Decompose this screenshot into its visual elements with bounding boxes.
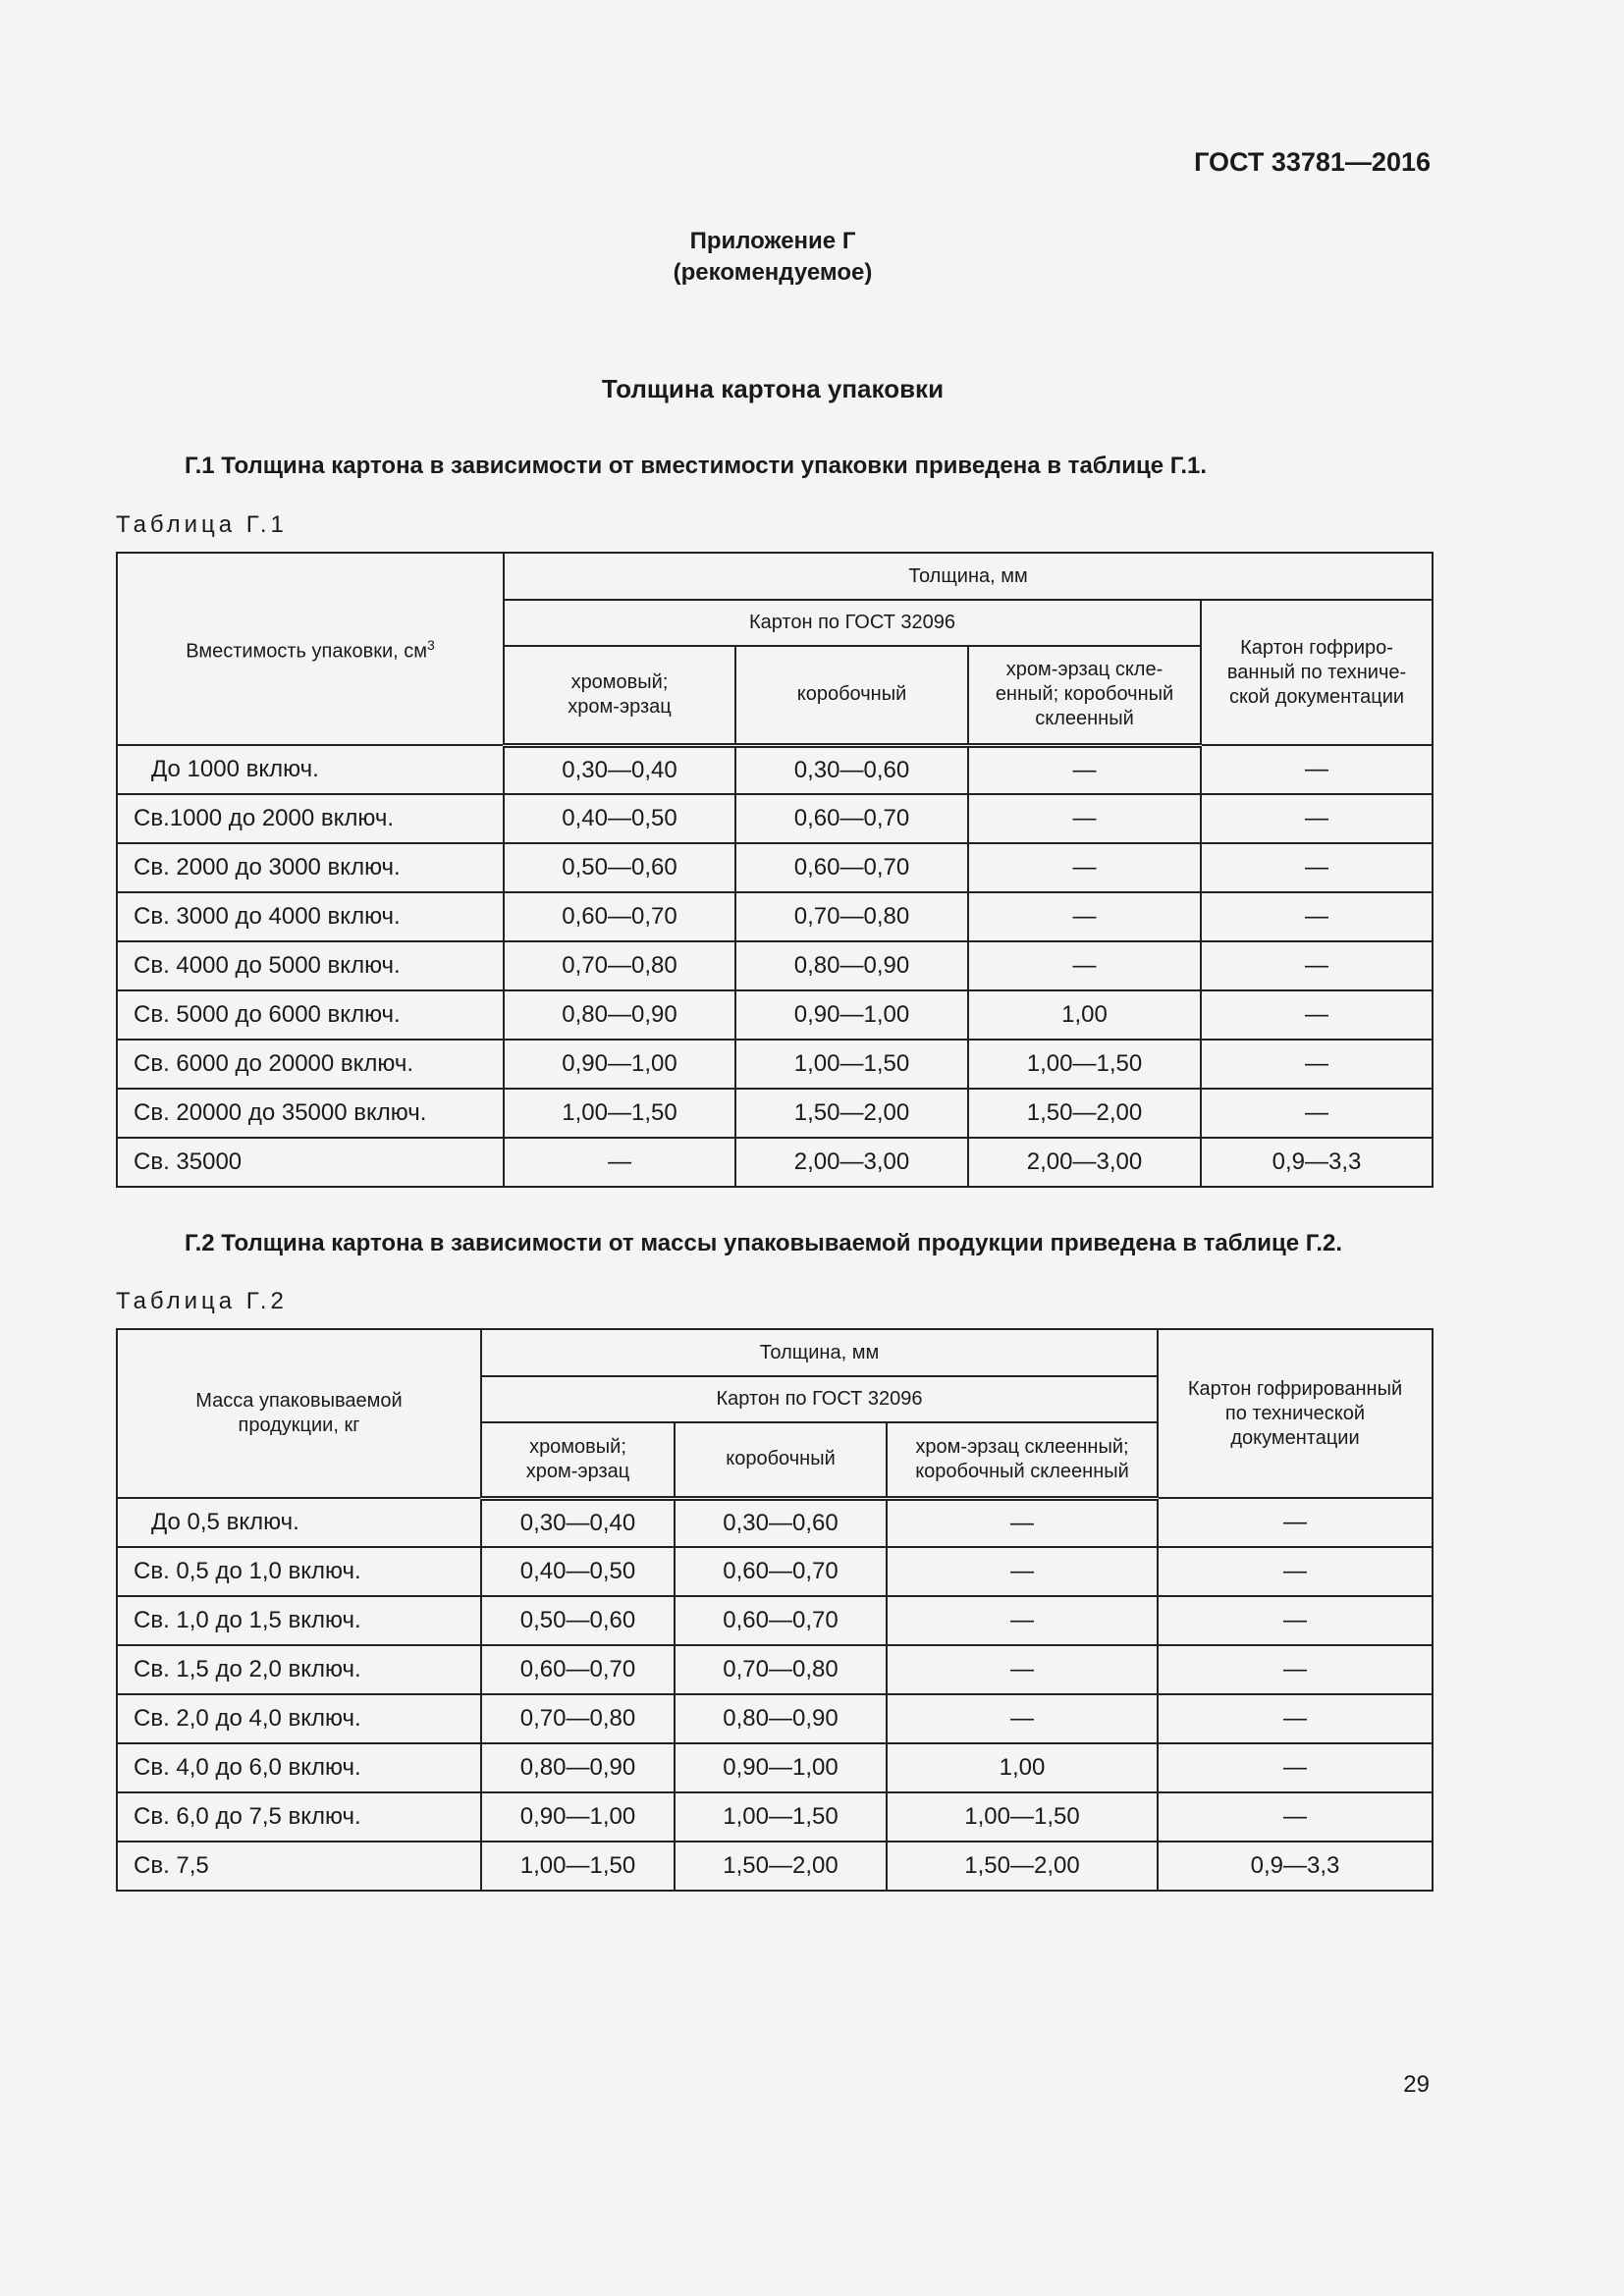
row-label: Св. 35000 xyxy=(117,1138,504,1187)
cell-value: 1,00—1,50 xyxy=(504,1089,735,1138)
cell-value: 0,80—0,90 xyxy=(504,990,735,1040)
table-row xyxy=(117,745,1433,794)
table-row xyxy=(117,1645,1433,1694)
table-row xyxy=(117,1040,1433,1089)
cell-value: 0,70—0,80 xyxy=(735,892,968,941)
cell-value: 0,90—1,00 xyxy=(675,1743,887,1792)
cell-value: 1,00—1,50 xyxy=(887,1792,1158,1842)
cell-value: 0,9—3,3 xyxy=(1158,1842,1433,1891)
table-row xyxy=(117,1596,1433,1645)
cell-value: — xyxy=(1158,1645,1433,1694)
cell-value: — xyxy=(504,1138,735,1187)
cell-value: — xyxy=(968,892,1201,941)
paragraph-g2: Г.2 Толщина картона в зависимости от массы упаковываемой продукции приведена в таблице Г.2. xyxy=(185,1230,1343,1256)
cell-value: 0,80—0,90 xyxy=(735,941,968,990)
cell-value: 0,40—0,50 xyxy=(504,794,735,843)
cell-value: 0,9—3,3 xyxy=(1201,1138,1433,1187)
row-label: Св. 2,0 до 4,0 включ. xyxy=(117,1694,481,1743)
cell-value: 0,90—1,00 xyxy=(735,990,968,1040)
row-label: Св. 4000 до 5000 включ. xyxy=(117,941,504,990)
cell-value: — xyxy=(968,941,1201,990)
cell-value: — xyxy=(1201,990,1433,1040)
cell-value: 1,50—2,00 xyxy=(735,1089,968,1138)
table-row xyxy=(117,1498,1433,1547)
appendix-title: Приложение Г xyxy=(689,228,856,254)
cell-value: 0,90—1,00 xyxy=(481,1792,675,1842)
cell-value: 0,60—0,70 xyxy=(675,1596,887,1645)
appendix-subtitle: (рекомендуемое) xyxy=(673,259,873,286)
header-corrugated: Картон гофриро- ванный по техниче- ской документации xyxy=(1201,600,1433,745)
cell-value: — xyxy=(1201,941,1433,990)
row-label: Св. 4,0 до 6,0 включ. xyxy=(117,1743,481,1792)
cell-value: 0,60—0,70 xyxy=(504,892,735,941)
cell-value: — xyxy=(1158,1498,1433,1547)
cell-value: — xyxy=(1201,843,1433,892)
table-g1 xyxy=(116,552,1434,1188)
header-thickness: Толщина, мм xyxy=(504,553,1433,600)
cell-value: — xyxy=(887,1596,1158,1645)
row-label: До 1000 включ. xyxy=(117,745,504,794)
header-gost-cardboard: Картон по ГОСТ 32096 xyxy=(481,1376,1158,1422)
cell-value: — xyxy=(968,745,1201,794)
header-mass: Масса упаковываемой продукции, кг xyxy=(117,1329,481,1498)
cell-value: 0,30—0,40 xyxy=(481,1498,675,1547)
cell-value: — xyxy=(1158,1743,1433,1792)
document-code: ГОСТ 33781—2016 xyxy=(1194,147,1431,177)
cell-value: — xyxy=(968,843,1201,892)
cell-value: 1,50—2,00 xyxy=(675,1842,887,1891)
cell-value: 0,30—0,40 xyxy=(504,745,735,794)
section-title: Толщина картона упаковки xyxy=(601,374,945,403)
cell-value: 0,60—0,70 xyxy=(735,843,968,892)
cell-value: 2,00—3,00 xyxy=(735,1138,968,1187)
row-label: Св. 2000 до 3000 включ. xyxy=(117,843,504,892)
cell-value: 0,30—0,60 xyxy=(735,745,968,794)
cell-value: 1,00 xyxy=(968,990,1201,1040)
header-corrugated: Картон гофрированный по технической документации xyxy=(1158,1329,1433,1498)
cell-value: — xyxy=(1158,1792,1433,1842)
table-row xyxy=(117,990,1433,1040)
cell-value: 0,30—0,60 xyxy=(675,1498,887,1547)
cell-value: — xyxy=(1158,1694,1433,1743)
row-label: Св.1000 до 2000 включ. xyxy=(117,794,504,843)
cell-value: 0,50—0,60 xyxy=(481,1596,675,1645)
row-label: Св. 5000 до 6000 включ. xyxy=(117,990,504,1040)
row-label: До 0,5 включ. xyxy=(117,1498,481,1547)
cell-value: 0,40—0,50 xyxy=(481,1547,675,1596)
cell-value: 0,80—0,90 xyxy=(481,1743,675,1792)
row-label: Св. 6000 до 20000 включ. xyxy=(117,1040,504,1089)
cell-value: — xyxy=(1201,892,1433,941)
table-caption-g1: Таблица Г.1 xyxy=(116,511,288,538)
cell-value: 2,00—3,00 xyxy=(968,1138,1201,1187)
header-gost-cardboard: Картон по ГОСТ 32096 xyxy=(504,600,1201,646)
cell-value: — xyxy=(1201,1040,1433,1089)
table-row xyxy=(117,1547,1433,1596)
row-label: Св. 3000 до 4000 включ. xyxy=(117,892,504,941)
cell-value: 1,50—2,00 xyxy=(968,1089,1201,1138)
table-row xyxy=(117,1138,1433,1187)
table-row xyxy=(117,892,1433,941)
appendix-heading xyxy=(0,226,1545,289)
header-chrome: хромовый; хром-эрзац xyxy=(504,646,735,745)
header-chrome: хромовый; хром-эрзац xyxy=(481,1422,675,1498)
header-box: коробочный xyxy=(675,1422,887,1498)
cell-value: 0,70—0,80 xyxy=(504,941,735,990)
table-row xyxy=(117,1842,1433,1891)
cell-value: — xyxy=(887,1694,1158,1743)
cell-value: — xyxy=(887,1547,1158,1596)
row-label: Св. 6,0 до 7,5 включ. xyxy=(117,1792,481,1842)
header-box: коробочный xyxy=(735,646,968,745)
cell-value: — xyxy=(1158,1547,1433,1596)
cell-value: 0,80—0,90 xyxy=(675,1694,887,1743)
row-label: Св. 1,0 до 1,5 включ. xyxy=(117,1596,481,1645)
table-row xyxy=(117,1743,1433,1792)
cell-value: 0,90—1,00 xyxy=(504,1040,735,1089)
cell-value: 0,50—0,60 xyxy=(504,843,735,892)
cell-value: 1,00—1,50 xyxy=(968,1040,1201,1089)
table-row xyxy=(117,941,1433,990)
table-row xyxy=(117,1792,1433,1842)
cell-value: — xyxy=(1201,1089,1433,1138)
cell-value: 1,00—1,50 xyxy=(735,1040,968,1089)
cell-value: 0,60—0,70 xyxy=(675,1547,887,1596)
cell-value: 1,00 xyxy=(887,1743,1158,1792)
cell-value: 1,00—1,50 xyxy=(675,1792,887,1842)
table-row xyxy=(117,794,1433,843)
header-glued: хром-эрзац скле- енный; коробочный склеенный xyxy=(968,646,1201,745)
table-row xyxy=(117,1694,1433,1743)
cell-value: 0,60—0,70 xyxy=(481,1645,675,1694)
cell-value: — xyxy=(1201,745,1433,794)
row-label: Св. 7,5 xyxy=(117,1842,481,1891)
cell-value: — xyxy=(887,1498,1158,1547)
table-caption-g2: Таблица Г.2 xyxy=(116,1288,288,1314)
table-row xyxy=(117,1089,1433,1138)
cell-value: 0,70—0,80 xyxy=(481,1694,675,1743)
cell-value: — xyxy=(968,794,1201,843)
paragraph-g1: Г.1 Толщина картона в зависимости от вместимости упаковки приведена в таблице Г.1. xyxy=(185,453,1208,479)
header-capacity: Вместимость упаковки, $см^3$ xyxy=(117,553,504,745)
cell-value: — xyxy=(887,1645,1158,1694)
table-g2 xyxy=(116,1328,1434,1892)
header-glued: хром-эрзац склеенный; коробочный склеенный xyxy=(887,1422,1158,1498)
cell-value: 0,60—0,70 xyxy=(735,794,968,843)
cell-value: — xyxy=(1201,794,1433,843)
cell-value: — xyxy=(1158,1596,1433,1645)
cell-value: 1,00—1,50 xyxy=(481,1842,675,1891)
row-label: Св. 1,5 до 2,0 включ. xyxy=(117,1645,481,1694)
cell-value: 0,70—0,80 xyxy=(675,1645,887,1694)
page-number: 29 xyxy=(1403,2071,1430,2098)
table-row xyxy=(117,843,1433,892)
row-label: Св. 20000 до 35000 включ. xyxy=(117,1089,504,1138)
row-label: Св. 0,5 до 1,0 включ. xyxy=(117,1547,481,1596)
header-thickness: Толщина, мм xyxy=(481,1329,1158,1376)
cell-value: 1,50—2,00 xyxy=(887,1842,1158,1891)
